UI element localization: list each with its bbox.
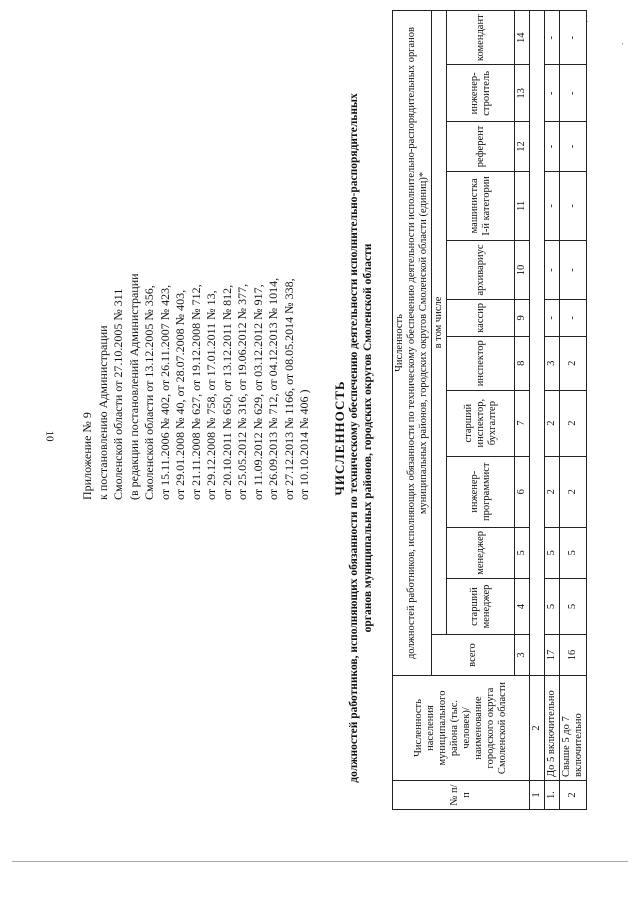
appendix-line: от 11.09.2012 № 629, от 03.12.2012 № 917,: [250, 284, 265, 500]
header-position: кассир: [447, 299, 515, 336]
row-value: 3: [545, 336, 560, 390]
row-value: 2: [560, 336, 587, 390]
header-group-desc: должностей работников, исполняющих обязанности по техническому обеспечению деятельности исполнительно-распорядительных органов муниципальных районов, городских округов Смоленской области (единиц)*: [406, 26, 429, 660]
column-number: 7: [515, 390, 530, 456]
rotated-content: [332, 14, 584, 838]
header-position: инженер-программист: [447, 456, 515, 527]
column-number: 6: [515, 456, 530, 527]
title-sub: органов муниципальных районов, городских округов Смоленской области: [362, 243, 374, 633]
row-value: -: [545, 122, 560, 171]
header-position: референт: [447, 122, 515, 171]
column-number: 5: [515, 527, 530, 578]
row-value: 2: [545, 456, 560, 527]
appendix-line: от 29.12.2008 № 758, от 17.01.2011 № 13,: [204, 290, 218, 500]
title-sub: должностей работников, исполняющих обязанности по техническому обеспечению деятельности исполнительно-распорядительных: [348, 93, 360, 783]
row-value: 2: [560, 390, 587, 456]
appendix-line: Смоленской области от 27.10.2005 № 311: [111, 288, 125, 500]
appendix-line: Приложение № 9: [80, 412, 94, 500]
row-value: -: [545, 299, 560, 336]
appendix-line: от 21.11.2008 № 627, от 19.12.2008 № 712,: [188, 284, 203, 500]
column-number: 14: [515, 11, 530, 65]
row-value: 5: [560, 527, 587, 578]
header-position: комендант: [447, 11, 515, 65]
column-number: 13: [515, 65, 530, 122]
header-position: архивариус: [447, 241, 515, 300]
header-group: [393, 11, 432, 676]
row-value: -: [560, 299, 587, 336]
column-number: 8: [515, 336, 530, 390]
row-value: -: [545, 65, 560, 122]
row-name: Свыше 5 до 7 включительно: [560, 676, 587, 781]
row-value: 2: [560, 456, 587, 527]
row-no: 1.: [545, 781, 560, 810]
column-number: 3: [515, 635, 530, 676]
page-bottom-rule: [12, 861, 628, 862]
appendix-line: от 10.10.2014 № 406 ): [297, 389, 311, 500]
staffing-table: [392, 10, 587, 810]
row-value: -: [545, 11, 560, 65]
appendix-line: от 29.01.2008 № 40, от 28.07.2008 № 403,: [173, 289, 187, 500]
row-no: 2: [560, 781, 587, 810]
appendix-line: (в редакции постановлений Администрации: [126, 273, 141, 500]
appendix-line: к постановлению Администрации: [95, 325, 110, 500]
row-value: -: [560, 11, 587, 65]
header-position: старший менеджер: [447, 579, 515, 635]
row-value: -: [560, 65, 587, 122]
row-value: -: [560, 241, 587, 300]
row-value: 5: [545, 527, 560, 578]
column-number: 2: [530, 676, 545, 781]
appendix-line: от 20.10.2011 № 650, от 13.12.2011 № 812,: [219, 284, 234, 500]
title-main: ЧИСЛЕННОСТЬ: [332, 380, 347, 496]
document-title: [332, 38, 375, 838]
header-population: Численность населения муниципального района (тыс. человек)/наименование городского округа Смоленской области: [393, 676, 530, 781]
row-value: -: [560, 171, 587, 241]
header-position: инженер-строитель: [447, 65, 515, 122]
column-number: 9: [515, 299, 530, 336]
column-number: 12: [515, 122, 530, 171]
header-position: инспектор: [447, 336, 515, 390]
header-group-top: Численность: [394, 314, 405, 372]
appendix-header: [80, 200, 313, 500]
header-total: всего: [432, 635, 515, 676]
appendix-line: от 15.11.2006 № 402, от 26.11.2007 № 423,: [157, 284, 172, 500]
scan-mark: ': [622, 42, 624, 50]
page-number: 10: [43, 430, 56, 442]
row-value: 5: [560, 579, 587, 635]
header-position: менеджер: [447, 527, 515, 578]
appendix-line: от 26.09.2013 № 712, от 04.12.2013 № 1014,: [266, 277, 280, 500]
row-value: -: [545, 171, 560, 241]
appendix-line: от 27.12.2013 № 1166, от 08.05.2014 № 338,: [281, 278, 296, 500]
row-total: 16: [560, 635, 587, 676]
row-value: -: [560, 122, 587, 171]
header-position: старший инспектор, бухгалтер: [447, 390, 515, 456]
table-row: [560, 11, 587, 810]
scan-mark: ·: [586, 18, 589, 26]
appendix-line: Смоленской области от 13.12.2005 № 356,: [142, 285, 156, 500]
row-value: 5: [545, 579, 560, 635]
row-value: 2: [545, 390, 560, 456]
header-including: в том числе: [432, 11, 447, 635]
header-position: машинистка I-й категории: [447, 171, 515, 241]
column-number: 11: [515, 171, 530, 241]
row-value: -: [545, 241, 560, 300]
column-number: 1: [530, 781, 545, 810]
column-number: 4: [515, 579, 530, 635]
header-no: № п/п: [393, 781, 530, 810]
column-number-row: [530, 11, 545, 810]
table-row: [545, 11, 560, 810]
column-number: 10: [515, 241, 530, 300]
row-name: До 5 включительно: [545, 676, 560, 781]
appendix-line: от 25.05.2012 № 316, от 19.06.2012 № 377,: [235, 283, 249, 500]
row-total: 17: [545, 635, 560, 676]
